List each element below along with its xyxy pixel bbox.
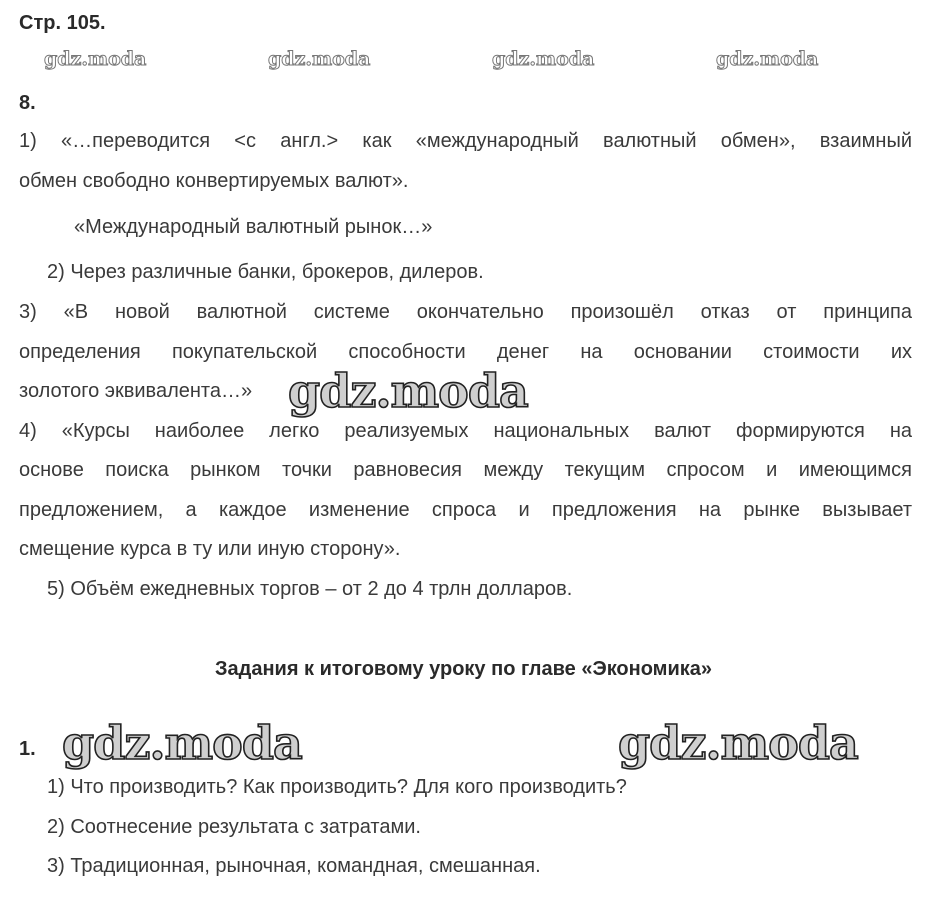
- answer-line: 5) Объём ежедневных торгов – от 2 до 4 трлн долларов.: [47, 578, 573, 600]
- answer-line: 4) «Курсы наиболее легко реализуемых национальных валют формируются на: [19, 420, 912, 442]
- answer-line: золотого эквивалента…»: [19, 380, 253, 402]
- answer-quote: «Международный валютный рынок…»: [74, 216, 433, 238]
- watermark: gdz.moda: [492, 48, 595, 70]
- watermark: gdz.moda: [44, 48, 147, 70]
- answer-line: 3) «В новой валютной системе окончательно произошёл отказ от принципа: [19, 301, 912, 323]
- answer-line: смещение курса в ту или иную сторону».: [19, 538, 401, 560]
- answer-line: 2) Соотнесение результата с затратами.: [47, 816, 421, 838]
- answer-line: 1) Что производить? Как производить? Для кого производить?: [47, 776, 627, 798]
- watermark: gdz.moda: [618, 716, 858, 770]
- answer-line: обмен свободно конвертируемых валют».: [19, 170, 409, 192]
- task-number: 8.: [19, 92, 36, 114]
- answer-line: основе поиска рынком точки равновесия между текущим спросом и имеющимся: [19, 459, 912, 481]
- watermark: gdz.moda: [716, 48, 819, 70]
- watermark: gdz.moda: [62, 716, 302, 770]
- answer-line: 2) Через различные банки, брокеров, дилеров.: [47, 261, 484, 283]
- page-number: Стр. 105.: [19, 12, 106, 34]
- answer-line: определения покупательской способности денег на основании стоимости их: [19, 341, 912, 363]
- section-heading: Задания к итоговому уроку по главе «Экономика»: [214, 658, 713, 680]
- watermark: gdz.moda: [268, 48, 371, 70]
- watermark: gdz.moda: [288, 364, 528, 418]
- answer-line: предложением, а каждое изменение спроса и предложения на рынке вызывает: [19, 499, 912, 521]
- task-number: 1.: [19, 738, 36, 760]
- answer-line: 1) «…переводится <с англ.> как «международный валютный обмен», взаимный: [19, 130, 912, 152]
- answer-line: 3) Традиционная, рыночная, командная, смешанная.: [47, 855, 541, 877]
